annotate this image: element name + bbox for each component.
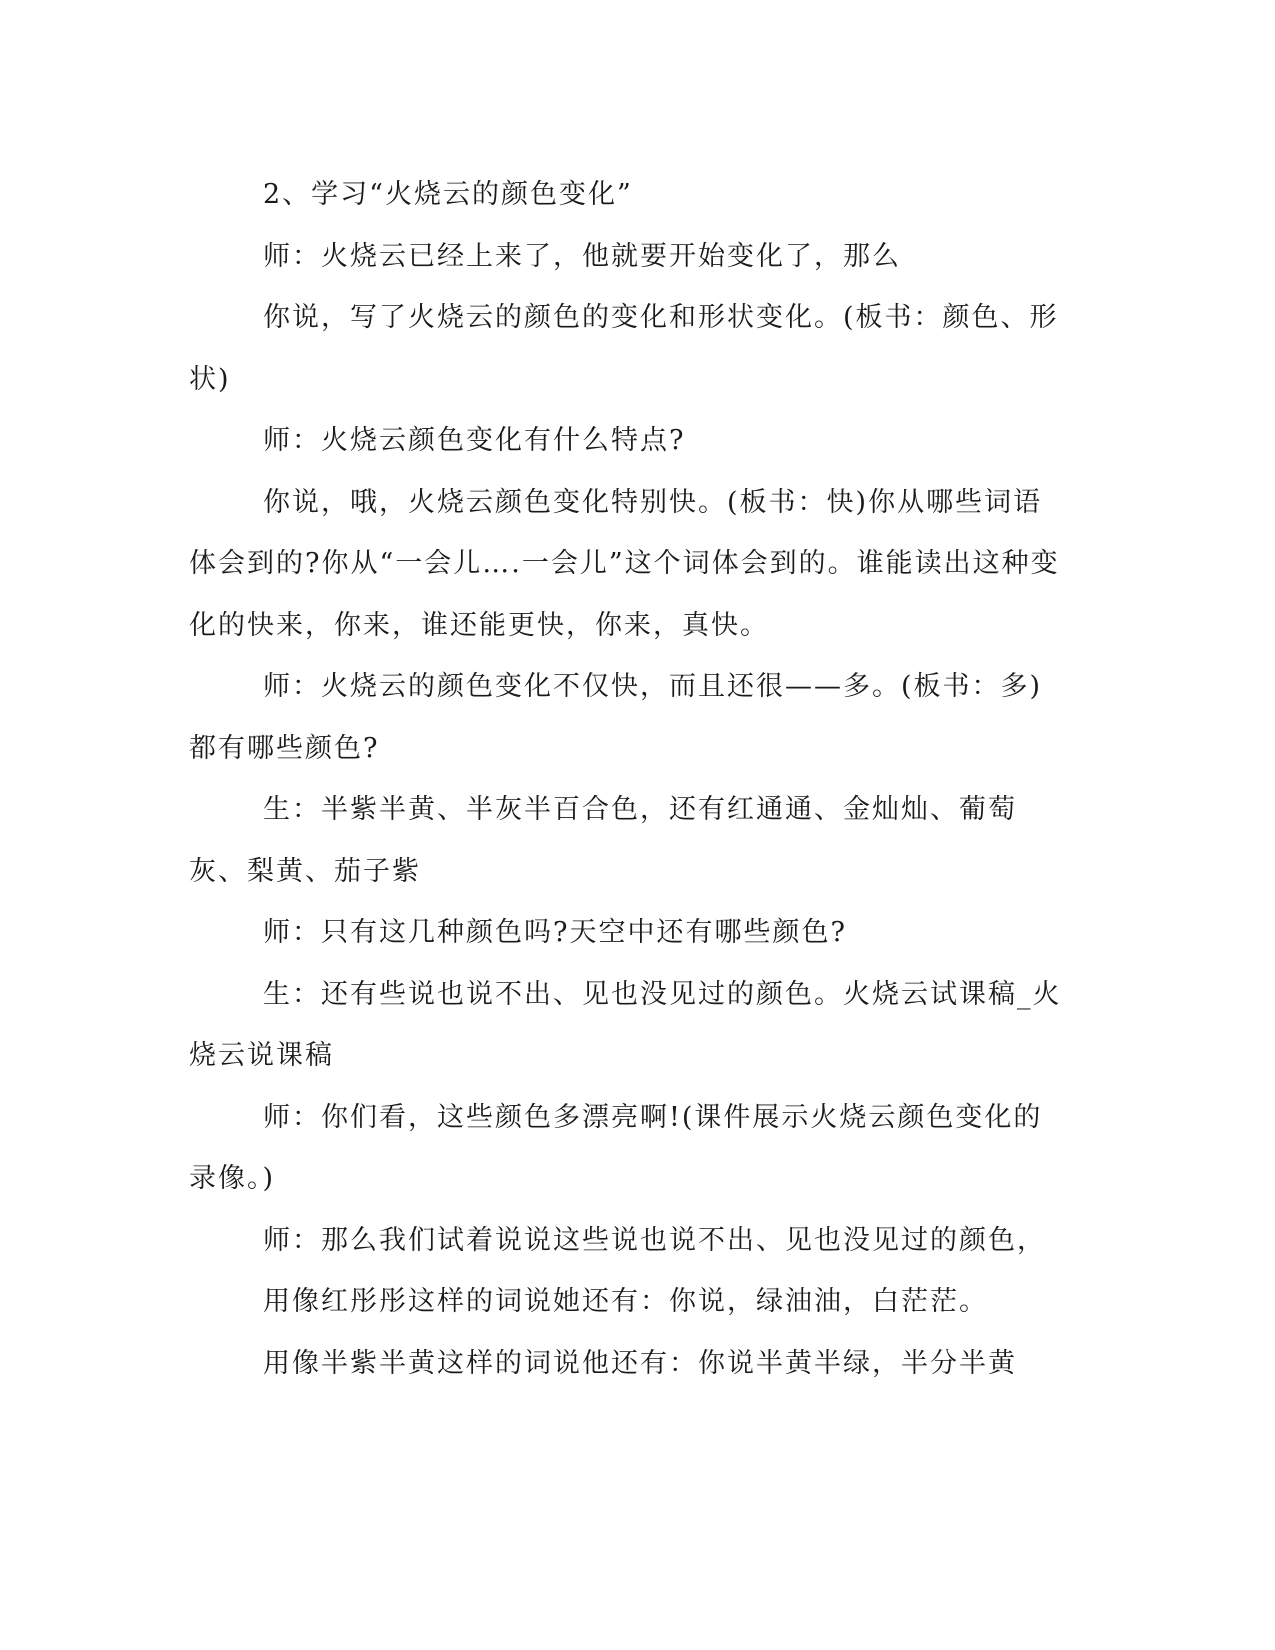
paragraph: 生：还有些说也说不出、见也没见过的颜色。火烧云试课稿_火烧云说课稿 — [189, 978, 1062, 1071]
paragraph: 你说，写了火烧云的颜色的变化和形状变化。(板书：颜色、形状) — [189, 302, 1059, 395]
document-body — [189, 164, 1069, 1394]
paragraph: 师：你们看，这些颜色多漂亮啊!(课件展示火烧云颜色变化的录像。) — [189, 1101, 1043, 1194]
paragraph-heading: 2、学习“火烧云的颜色变化” — [263, 179, 633, 210]
paragraph: 师：火烧云的颜色变化不仅快，而且还很——多。(板书：多)都有哪些颜色? — [189, 671, 1043, 764]
paragraph: 师：火烧云已经上来了，他就要开始变化了，那么 — [263, 240, 901, 272]
paragraph: 生：半紫半黄、半灰半百合色，还有红通通、金灿灿、葡萄灰、梨黄、茄子紫 — [189, 794, 1017, 887]
paragraph: 师：只有这几种颜色吗?天空中还有哪些颜色? — [263, 917, 847, 948]
paragraph: 用像半紫半黄这样的词说他还有：你说半黄半绿，半分半黄 — [263, 1347, 1017, 1379]
paragraph: 师：火烧云颜色变化有什么特点? — [263, 425, 686, 456]
paragraph: 你说，哦，火烧云颜色变化特别快。(板书：快)你从哪些词语体会到的?你从“一会儿….一会儿”这个词体会到的。谁能读出这种变化的快来，你来，谁还能更快，你来，真快。 — [189, 486, 1060, 641]
paragraph: 用像红彤彤这样的词说她还有：你说，绿油油，白茫茫。 — [263, 1286, 988, 1317]
paragraph: 师：那么我们试着说说这些说也说不出、见也没见过的颜色， — [263, 1224, 1046, 1256]
